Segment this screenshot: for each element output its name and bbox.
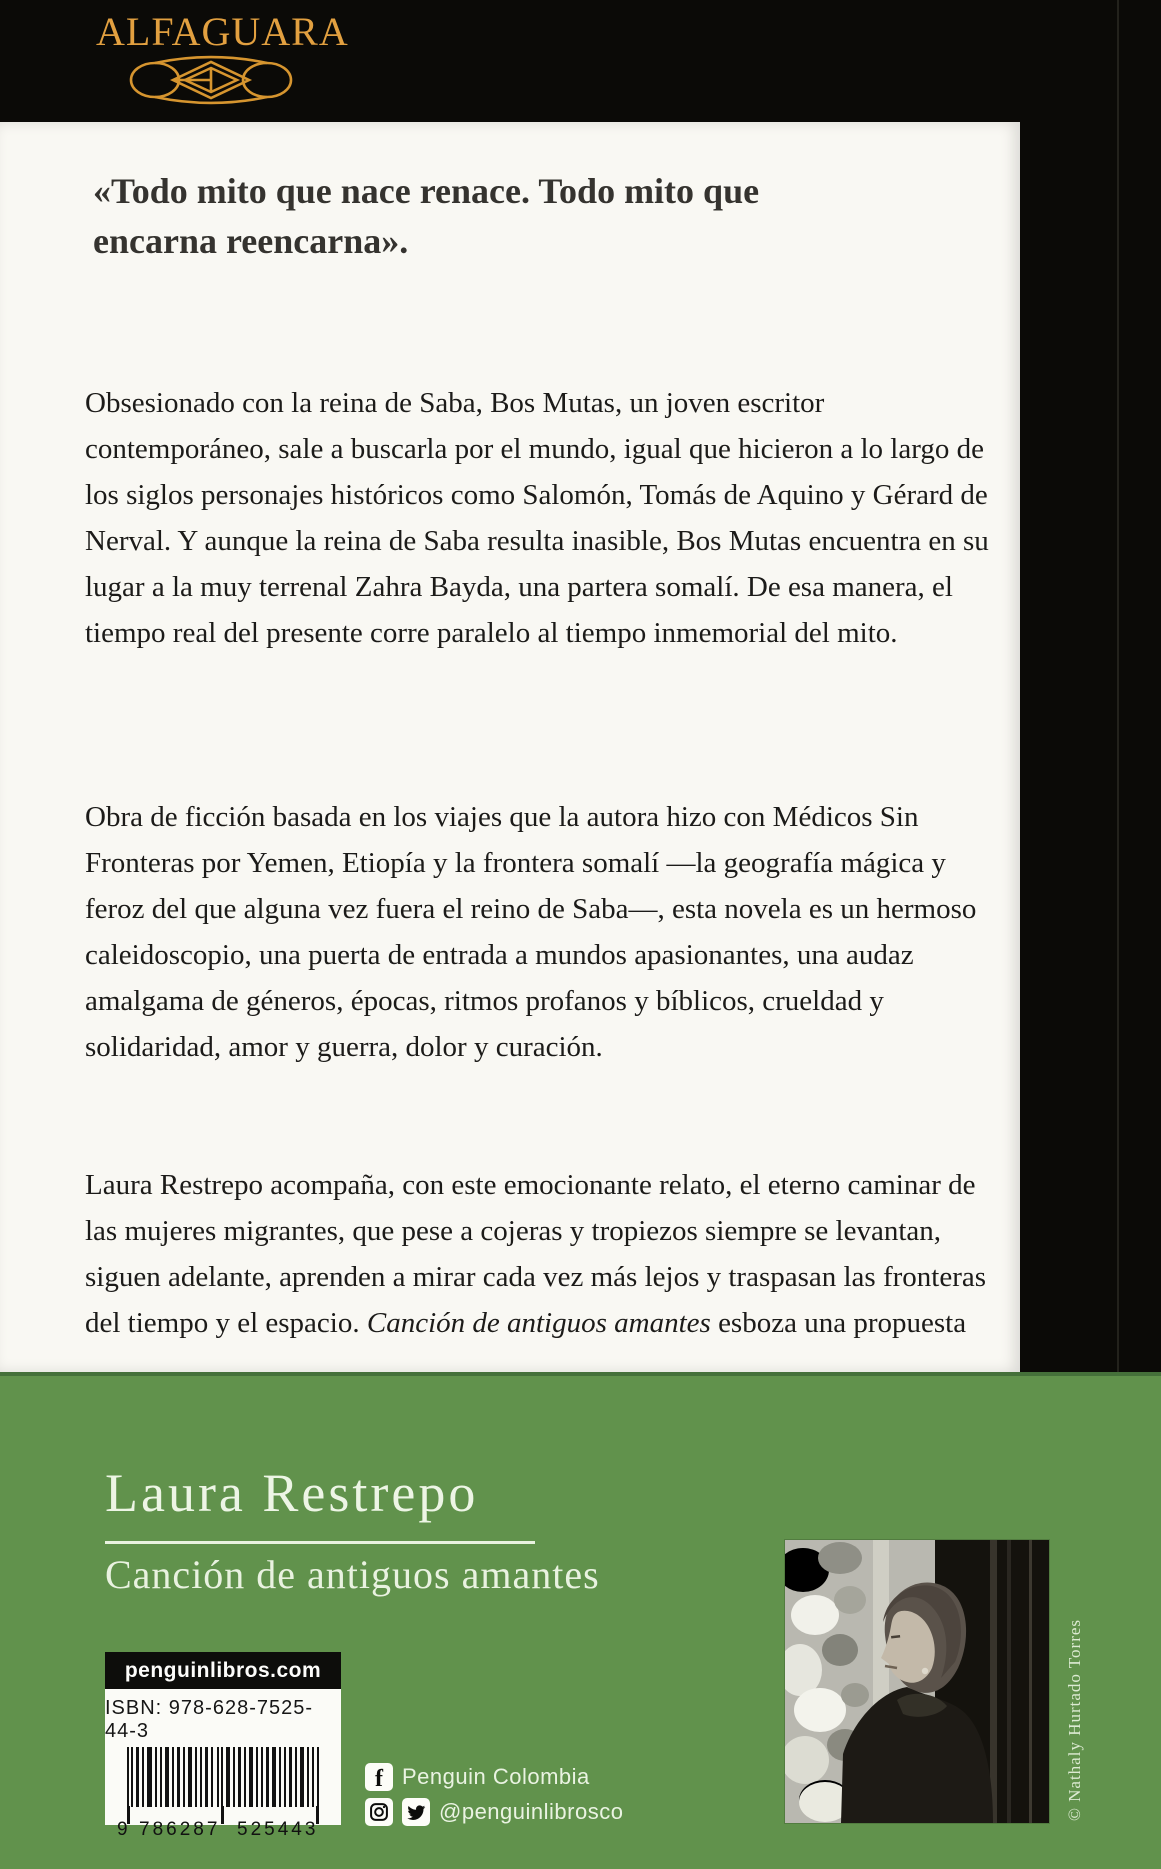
publisher-name: ALFAGUARA bbox=[96, 9, 349, 54]
synopsis-paragraph-1: Obsesionado con la reina de Saba, Bos Mutas, un joven escritor contemporáneo, sale a buscarla por el mundo, igual que hicieron a lo largo de los siglos personajes históricos como Salomón, Tomás de Aquino y Gérard de Nerval. Y aunque la reina de Saba resulta inasible, Bos Mutas encuentra en su lugar a la muy terrenal Zahra Bayda, una partera somalí. De esa manera, el tiempo real del presente corre paralelo al tiempo inmemorial del mito. bbox=[85, 387, 989, 649]
back-cover-page bbox=[0, 122, 1020, 1372]
isbn-number: ISBN: 978-628-7525-44-3 bbox=[105, 1697, 314, 1742]
social-media-block bbox=[365, 1763, 623, 1833]
barcode-digit-lead: 9 bbox=[117, 1819, 131, 1840]
synopsis-p3-tail: esboza una propuesta bbox=[710, 1307, 967, 1339]
book-title: Canción de antiguos amantes bbox=[105, 1552, 600, 1597]
photo-credit: © Nathaly Hurtado Torres bbox=[1065, 1618, 1084, 1822]
title-divider-rule bbox=[105, 1541, 535, 1544]
facebook-label: Penguin Colombia bbox=[402, 1764, 590, 1789]
barcode-block bbox=[105, 1652, 341, 1840]
author-photo bbox=[785, 1540, 1049, 1823]
facebook-icon: f bbox=[365, 1763, 393, 1791]
barcode-digits-left: 786287 bbox=[139, 1819, 221, 1840]
alfaguara-flourish-icon bbox=[121, 53, 301, 105]
facebook-row bbox=[365, 1763, 623, 1791]
social-handle: @penguinlibrosco bbox=[439, 1799, 624, 1824]
publisher-website: penguinlibros.com bbox=[105, 1652, 341, 1689]
barcode-bars bbox=[117, 1747, 329, 1807]
instagram-icon bbox=[365, 1798, 393, 1826]
synopsis-p3-book-title: Canción de antiguos amantes bbox=[366, 1307, 711, 1339]
publisher-logo bbox=[96, 8, 349, 105]
barcode-digits-right: 525443 bbox=[237, 1819, 319, 1840]
ean-barcode bbox=[117, 1747, 329, 1840]
author-name: Laura Restrepo bbox=[105, 1463, 479, 1523]
synopsis-p3-text: Laura Restrepo acompaña, con este emocionante relato, el eterno caminar de las mujeres migrantes, que pese a cojeras y tropiezos siempre se levantan, siguen adelante, aprenden a mirar cada vez más lejos y traspasan las fronteras del tiempo y el espacio. bbox=[85, 1169, 987, 1339]
epigraph-quote: «Todo mito que nace renace. Todo mito que encarna reencarna». bbox=[93, 171, 760, 261]
green-band-top-edge bbox=[0, 1372, 1161, 1376]
handle-row bbox=[365, 1798, 623, 1826]
twitter-icon bbox=[402, 1798, 430, 1826]
isbn-box bbox=[105, 1689, 341, 1840]
right-black-spine bbox=[1020, 0, 1161, 1372]
barcode-digits bbox=[117, 1819, 329, 1841]
synopsis-paragraph-3 bbox=[85, 1162, 990, 1346]
synopsis-paragraph-2: Obra de ficción basada en los viajes que la autora hizo con Médicos Sin Fronteras por Yemen, Etiopía y la frontera somalí —la geografía mágica y feroz del que alguna vez fuera el reino de Saba—, esta novela es un hermoso caleidoscopio, una puerta de entrada a mundos apasionantes, una audaz amalgama de géneros, épocas, ritmos profanos y bíblicos, crueldad y solidaridad, amor y guerra, dolor y curación. bbox=[85, 801, 977, 1063]
spine-highlight-line bbox=[1117, 0, 1119, 1372]
